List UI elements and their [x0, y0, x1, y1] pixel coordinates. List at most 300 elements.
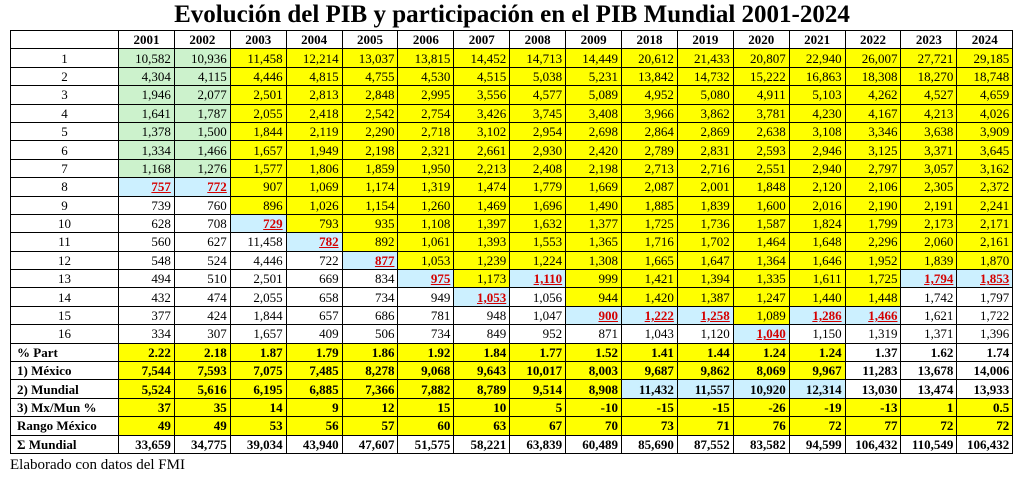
table-cell: 1.24 — [733, 343, 789, 361]
table-row — [11, 398, 1013, 416]
table-cell: 1,844 — [230, 122, 286, 140]
row-label: 11 — [11, 233, 119, 251]
table-cell: 77 — [845, 417, 901, 435]
row-label: 10 — [11, 214, 119, 232]
table-cell: 20,807 — [733, 49, 789, 67]
table-cell: 1,725 — [845, 270, 901, 288]
table-cell: 2,173 — [901, 214, 957, 232]
table-cell: 63 — [454, 417, 510, 435]
year-header: 2001 — [119, 31, 175, 49]
table-cell: 3,108 — [789, 122, 845, 140]
table-row — [11, 325, 1013, 343]
table-cell: 3,645 — [957, 141, 1013, 159]
table-cell: 2,542 — [342, 104, 398, 122]
row-label: 9 — [11, 196, 119, 214]
table-cell: 1.84 — [454, 343, 510, 361]
table-cell: 72 — [901, 417, 957, 435]
table-cell: 0.5 — [957, 398, 1013, 416]
highlight-value: 782 — [319, 234, 339, 250]
table-cell: 10,920 — [733, 380, 789, 398]
table-cell: 4,530 — [398, 67, 454, 85]
table-cell: 907 — [230, 178, 286, 196]
year-header: 2008 — [510, 31, 566, 49]
table-cell: 3,966 — [622, 104, 678, 122]
table-cell: 58,221 — [454, 435, 510, 453]
year-header: 2005 — [342, 31, 398, 49]
table-cell: 1,779 — [510, 178, 566, 196]
table-cell: 49 — [174, 417, 230, 435]
table-cell: 307 — [174, 325, 230, 343]
table-cell: 944 — [566, 288, 622, 306]
table-cell: 72 — [957, 417, 1013, 435]
table-cell: 5,038 — [510, 67, 566, 85]
row-label: 3) Mx/Mun % — [11, 398, 119, 416]
table-cell: 1,335 — [733, 270, 789, 288]
table-cell: 1,844 — [230, 306, 286, 324]
table-cell: 13,678 — [901, 362, 957, 380]
table-cell: 1,669 — [566, 178, 622, 196]
table-cell: 3,781 — [733, 104, 789, 122]
table-cell: 8,789 — [454, 380, 510, 398]
highlight-value: 729 — [263, 216, 283, 232]
table-cell: 10,017 — [510, 362, 566, 380]
table-cell: 12,314 — [789, 380, 845, 398]
table-cell: 1,026 — [286, 196, 342, 214]
table-row — [11, 380, 1013, 398]
table-cell: 10,936 — [174, 49, 230, 67]
table-cell: 1,799 — [845, 214, 901, 232]
table-cell: 1,393 — [454, 233, 510, 251]
table-cell: 1.86 — [342, 343, 398, 361]
table-cell: 1,870 — [957, 251, 1013, 269]
table-cell: 18,270 — [901, 67, 957, 85]
table-cell: 1,839 — [901, 251, 957, 269]
table-cell: 1,120 — [677, 325, 733, 343]
table-cell: 11,432 — [622, 380, 678, 398]
table-cell: 76 — [733, 417, 789, 435]
table-cell: 1,053 — [398, 251, 454, 269]
table-cell: 2,718 — [398, 122, 454, 140]
table-cell: 2,831 — [677, 141, 733, 159]
table-cell: 1,647 — [677, 251, 733, 269]
year-header: 2023 — [901, 31, 957, 49]
table-row — [11, 417, 1013, 435]
table-cell: 7,544 — [119, 362, 175, 380]
year-header: 2021 — [789, 31, 845, 49]
table-row — [11, 141, 1013, 159]
table-cell: 106,432 — [845, 435, 901, 453]
table-cell: 2,940 — [789, 159, 845, 177]
row-label: 2 — [11, 67, 119, 85]
table-cell: 2,290 — [342, 122, 398, 140]
table-row — [11, 67, 1013, 85]
table-cell: 2,198 — [566, 159, 622, 177]
table-cell: 1,641 — [119, 104, 175, 122]
row-label: 7 — [11, 159, 119, 177]
table-cell: 2,661 — [454, 141, 510, 159]
year-header: 2018 — [622, 31, 678, 49]
table-cell: 669 — [286, 270, 342, 288]
table-cell: 1,696 — [510, 196, 566, 214]
table-cell: 510 — [174, 270, 230, 288]
table-cell: 2,171 — [957, 214, 1013, 232]
table-cell: 9,643 — [454, 362, 510, 380]
table-cell: 1,577 — [230, 159, 286, 177]
table-cell: 1,224 — [510, 251, 566, 269]
table-cell: 43,940 — [286, 435, 342, 453]
row-label: % Part — [11, 343, 119, 361]
table-cell: 1,421 — [622, 270, 678, 288]
table-cell: 14,452 — [454, 49, 510, 67]
table-cell: 999 — [566, 270, 622, 288]
table-cell: 409 — [286, 325, 342, 343]
table-cell: 1,377 — [566, 214, 622, 232]
table-cell: 1,047 — [510, 306, 566, 324]
table-cell: 5 — [510, 398, 566, 416]
table-cell: 13,037 — [342, 49, 398, 67]
table-cell: 1,553 — [510, 233, 566, 251]
table-cell: 377 — [119, 306, 175, 324]
table-cell: 13,030 — [845, 380, 901, 398]
table-cell: 7,882 — [398, 380, 454, 398]
year-header: 2020 — [733, 31, 789, 49]
row-label: 15 — [11, 306, 119, 324]
row-label: 3 — [11, 86, 119, 104]
table-cell: 1,069 — [286, 178, 342, 196]
table-cell: 3,909 — [957, 122, 1013, 140]
table-cell: 5,080 — [677, 86, 733, 104]
table-cell: 14,713 — [510, 49, 566, 67]
table-cell: 73 — [622, 417, 678, 435]
table-cell: 1,632 — [510, 214, 566, 232]
table-cell: 3,057 — [901, 159, 957, 177]
highlight-value: 757 — [151, 179, 171, 195]
table-cell: 8,278 — [342, 362, 398, 380]
table-cell: 1,239 — [454, 251, 510, 269]
row-label: 8 — [11, 178, 119, 196]
table-cell: 60 — [398, 417, 454, 435]
table-cell: 11,283 — [845, 362, 901, 380]
table-cell: 1,378 — [119, 122, 175, 140]
highlight-value: 1,258 — [700, 308, 730, 324]
table-cell: 708 — [174, 214, 230, 232]
highlight-value: 877 — [374, 252, 395, 268]
row-label: Σ Mundial — [11, 435, 119, 453]
table-cell: 2,813 — [286, 86, 342, 104]
table-cell: 21,433 — [677, 49, 733, 67]
table-cell: 2.18 — [174, 343, 230, 361]
year-header: 2019 — [677, 31, 733, 49]
table-cell — [398, 270, 454, 288]
table-cell: 5,103 — [789, 86, 845, 104]
table-cell: 2,869 — [677, 122, 733, 140]
table-cell: 892 — [342, 233, 398, 251]
table-row — [11, 86, 1013, 104]
table-cell: 1,466 — [174, 141, 230, 159]
table-cell: 935 — [342, 214, 398, 232]
table-cell: 1,885 — [622, 196, 678, 214]
table-cell: 548 — [119, 251, 175, 269]
table-cell: 2,501 — [230, 270, 286, 288]
table-cell: 10 — [454, 398, 510, 416]
table-cell: 2,698 — [566, 122, 622, 140]
table-row — [11, 49, 1013, 67]
table-cell: 2,420 — [566, 141, 622, 159]
table-cell: 51,575 — [398, 435, 454, 453]
row-label: 16 — [11, 325, 119, 343]
table-cell: 14,732 — [677, 67, 733, 85]
table-cell: 9,967 — [789, 362, 845, 380]
table-cell: 3,426 — [454, 104, 510, 122]
table-cell: 22,940 — [789, 49, 845, 67]
table-cell: 3,556 — [454, 86, 510, 104]
table-cell: 1,500 — [174, 122, 230, 140]
table-cell: 734 — [342, 288, 398, 306]
table-cell: 1,089 — [733, 306, 789, 324]
table-cell — [957, 270, 1013, 288]
table-cell: 67 — [510, 417, 566, 435]
table-cell: 1,736 — [677, 214, 733, 232]
table-cell: 4,304 — [119, 67, 175, 85]
year-header: 2006 — [398, 31, 454, 49]
table-cell: 8,069 — [733, 362, 789, 380]
table-cell: 1 — [901, 398, 957, 416]
table-cell: 9,514 — [510, 380, 566, 398]
table-cell: 628 — [119, 214, 175, 232]
table-cell: 7,075 — [230, 362, 286, 380]
table-cell: 1,952 — [845, 251, 901, 269]
table-cell: 4,515 — [454, 67, 510, 85]
table-cell: 15,222 — [733, 67, 789, 85]
table-cell: 2,119 — [286, 122, 342, 140]
table-cell: 63,839 — [510, 435, 566, 453]
table-cell: 1,787 — [174, 104, 230, 122]
table-cell: 1,334 — [119, 141, 175, 159]
table-cell: 4,026 — [957, 104, 1013, 122]
table-cell: 72 — [789, 417, 845, 435]
table-cell: 14 — [230, 398, 286, 416]
table-cell: 1.87 — [230, 343, 286, 361]
table-cell: 2,593 — [733, 141, 789, 159]
table-cell: -10 — [566, 398, 622, 416]
table-cell: 2,797 — [845, 159, 901, 177]
table-cell: 8,003 — [566, 362, 622, 380]
table-cell: 734 — [398, 325, 454, 343]
table-cell: 2,946 — [789, 141, 845, 159]
row-label: Rango México — [11, 417, 119, 435]
table-cell: 686 — [342, 306, 398, 324]
table-cell: 4,527 — [901, 86, 957, 104]
table-cell: 2,418 — [286, 104, 342, 122]
table-cell: 1,797 — [957, 288, 1013, 306]
table-cell: 1,946 — [119, 86, 175, 104]
table-cell: 53 — [230, 417, 286, 435]
table-cell: 2,060 — [901, 233, 957, 251]
table-cell: 10,582 — [119, 49, 175, 67]
table-cell: 2,190 — [845, 196, 901, 214]
table-cell: 5,524 — [119, 380, 175, 398]
table-row — [11, 196, 1013, 214]
table-cell: 1,043 — [622, 325, 678, 343]
table-cell: 4,911 — [733, 86, 789, 104]
table-cell: 1,247 — [733, 288, 789, 306]
table-cell: 1,806 — [286, 159, 342, 177]
table-cell: 2,864 — [622, 122, 678, 140]
table-cell: 12,214 — [286, 49, 342, 67]
table-row — [11, 233, 1013, 251]
table-cell: 1,648 — [789, 233, 845, 251]
table-row — [11, 306, 1013, 324]
table-cell: 70 — [566, 417, 622, 435]
table-cell — [510, 270, 566, 288]
table-row — [11, 178, 1013, 196]
table-cell: 83,582 — [733, 435, 789, 453]
table-cell: 3,862 — [677, 104, 733, 122]
table-cell: 560 — [119, 233, 175, 251]
row-label: 5 — [11, 122, 119, 140]
table-cell: 4,446 — [230, 67, 286, 85]
table-row — [11, 343, 1013, 361]
table-cell: 20,612 — [622, 49, 678, 67]
table-cell: 4,659 — [957, 86, 1013, 104]
table-cell: 1.24 — [789, 343, 845, 361]
table-cell: 2,016 — [789, 196, 845, 214]
table-cell: 2,501 — [230, 86, 286, 104]
table-cell: 2,198 — [342, 141, 398, 159]
table-cell: 1,276 — [174, 159, 230, 177]
table-cell: 13,933 — [957, 380, 1013, 398]
table-row — [11, 251, 1013, 269]
table-cell: 9 — [286, 398, 342, 416]
table-cell: 1,949 — [286, 141, 342, 159]
table-cell: 4,446 — [230, 251, 286, 269]
row-label: 2) Mundial — [11, 380, 119, 398]
table-cell: 2,954 — [510, 122, 566, 140]
table-cell: 793 — [286, 214, 342, 232]
table-cell: 334 — [119, 325, 175, 343]
table-cell: 34,775 — [174, 435, 230, 453]
table-cell: 11,458 — [230, 49, 286, 67]
table-cell: 1,308 — [566, 251, 622, 269]
table-cell: 5,231 — [566, 67, 622, 85]
row-label: 4 — [11, 104, 119, 122]
table-cell: 1,657 — [230, 141, 286, 159]
table-row — [11, 270, 1013, 288]
table-cell: 2,551 — [733, 159, 789, 177]
table-cell: 658 — [286, 288, 342, 306]
table-cell: 27,721 — [901, 49, 957, 67]
table-cell: 2,848 — [342, 86, 398, 104]
table-cell: 1,702 — [677, 233, 733, 251]
table-cell: 3,371 — [901, 141, 957, 159]
table-cell: 37 — [119, 398, 175, 416]
table-cell: 2,789 — [622, 141, 678, 159]
table-cell: 4,167 — [845, 104, 901, 122]
table-cell — [174, 178, 230, 196]
row-label: 12 — [11, 251, 119, 269]
table-cell: 9,687 — [622, 362, 678, 380]
table-cell: 1,839 — [677, 196, 733, 214]
table-cell: 1,490 — [566, 196, 622, 214]
table-cell: 47,607 — [342, 435, 398, 453]
year-header: 2002 — [174, 31, 230, 49]
table-cell: 2,305 — [901, 178, 957, 196]
table-cell: 948 — [454, 306, 510, 324]
table-cell: 33,659 — [119, 435, 175, 453]
table-cell: 8,908 — [566, 380, 622, 398]
table-row — [11, 435, 1013, 453]
table-cell: 26,007 — [845, 49, 901, 67]
table-cell: 1,397 — [454, 214, 510, 232]
table-cell: 627 — [174, 233, 230, 251]
table-cell: 2,296 — [845, 233, 901, 251]
table-cell: 13,474 — [901, 380, 957, 398]
table-cell: 4,755 — [342, 67, 398, 85]
table-cell: 1,474 — [454, 178, 510, 196]
table-cell: 1,168 — [119, 159, 175, 177]
table-cell: 1,150 — [789, 325, 845, 343]
table-cell — [733, 325, 789, 343]
table-cell: 949 — [398, 288, 454, 306]
table-cell: -13 — [845, 398, 901, 416]
row-label: 1 — [11, 49, 119, 67]
table-cell: 3,638 — [901, 122, 957, 140]
table-cell: 2,213 — [454, 159, 510, 177]
table-cell: 1,448 — [845, 288, 901, 306]
table-cell: 1.62 — [901, 343, 957, 361]
table-cell: 5,616 — [174, 380, 230, 398]
table-cell: 3,408 — [566, 104, 622, 122]
table-cell: 1.41 — [622, 343, 678, 361]
table-cell: 2,995 — [398, 86, 454, 104]
table-cell: 2,077 — [174, 86, 230, 104]
table-cell: 2.22 — [119, 343, 175, 361]
table-cell: 87,552 — [677, 435, 733, 453]
table-cell: 494 — [119, 270, 175, 288]
table-cell: 1,722 — [957, 306, 1013, 324]
table-cell: 1,056 — [510, 288, 566, 306]
table-cell: 1,469 — [454, 196, 510, 214]
row-label: 1) México — [11, 362, 119, 380]
table-cell: 781 — [398, 306, 454, 324]
table-cell — [789, 306, 845, 324]
table-cell: 35 — [174, 398, 230, 416]
highlight-value: 1,466 — [868, 308, 898, 324]
table-cell: 739 — [119, 196, 175, 214]
table-cell: 1,173 — [454, 270, 510, 288]
highlight-value: 772 — [207, 179, 227, 195]
table-cell: 7,366 — [342, 380, 398, 398]
table-cell: 424 — [174, 306, 230, 324]
table-cell: 474 — [174, 288, 230, 306]
table-cell — [230, 214, 286, 232]
table-cell: 1,420 — [622, 288, 678, 306]
highlight-value: 1,040 — [756, 326, 786, 342]
table-cell: 1.77 — [510, 343, 566, 361]
table-cell: 7,593 — [174, 362, 230, 380]
table-cell: 15 — [398, 398, 454, 416]
table-cell: 952 — [510, 325, 566, 343]
table-cell — [901, 270, 957, 288]
table-cell: 94,599 — [789, 435, 845, 453]
highlight-value: 900 — [598, 308, 619, 324]
table-cell: 85,690 — [622, 435, 678, 453]
table-cell: 1,824 — [789, 214, 845, 232]
table-cell: 1,950 — [398, 159, 454, 177]
table-cell: 1,464 — [733, 233, 789, 251]
table-cell: 6,885 — [286, 380, 342, 398]
table-cell — [677, 306, 733, 324]
